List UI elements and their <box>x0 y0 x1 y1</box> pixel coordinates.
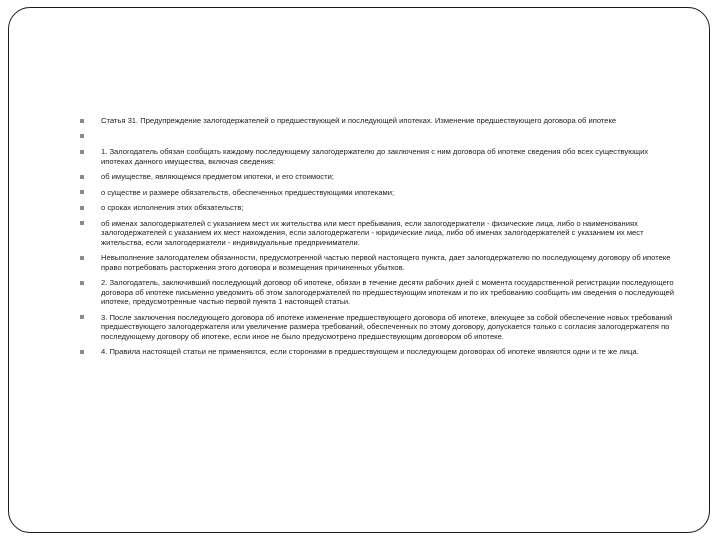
bullet-icon <box>80 175 84 179</box>
bullet-icon <box>80 206 84 210</box>
bullet-icon <box>80 134 84 138</box>
paragraph-text: 4. Правила настоящей статьи не применяются, если сторонами в предшествующем и последующем договорах об ипотеке являются одни и те же лица. <box>101 347 639 357</box>
paragraph-text: Невыполнение залогодателем обязанности, предусмотренной частью первой настоящего пункта, дает залогодержателю по последующему договору об ипотеке право потребовать расторжения этого договора и возмещения причиненных убытков. <box>101 253 671 272</box>
list-item <box>80 278 674 306</box>
list-item <box>80 172 674 181</box>
bullet-icon <box>80 190 84 194</box>
paragraph-text: об имуществе, являющемся предметом ипотеки, и его стоимости; <box>101 172 334 182</box>
bullet-icon <box>80 350 84 354</box>
bullet-icon <box>80 315 84 319</box>
paragraph-text: 3. После заключения последующего договора об ипотеке изменение предшествующего договора об ипотеке, влекущее за собой обеспечение новых требований предшествующего залогодержателя или увеличение размера требований, обеспеченных по этому договору, допускается только с согласия залогодержателя по последующему договору об ипотеке, если иное не было предусмотрено предшествующим договором об ипотеке. <box>101 312 673 341</box>
list-item <box>80 313 674 341</box>
list-item <box>80 253 674 272</box>
bullet-icon <box>80 150 84 154</box>
paragraph-text: о существе и размере обязательств, обеспеченных предшествующими ипотеками; <box>101 187 395 197</box>
list-item <box>80 203 674 212</box>
paragraph-text: о сроках исполнения этих обязательств; <box>101 203 244 213</box>
paragraph-text: 2. Залогодатель, заключивший последующий договор об ипотеке, обязан в течение десяти рабочих дней с момента государственной регистрации последующего договора об ипотеке письменно уведомить об этом залогодержателей по предшествующим ипотекам и по их требованию сообщить им сведения о последующей ипотеке, предусмотренные частью первой пункта 1 настоящей статьи. <box>101 278 674 307</box>
bullet-icon <box>80 119 84 123</box>
document-body <box>80 116 674 363</box>
empty-list-item <box>80 132 674 141</box>
paragraph-text: 1. Залогодатель обязан сообщать каждому последующему залогодержателю до заключения с ним договора об ипотеке сведения обо всех существующих ипотеках данного имущества, включая сведения: <box>101 147 649 166</box>
bullet-icon <box>80 256 84 260</box>
article-title <box>80 116 674 125</box>
list-item <box>80 347 674 356</box>
paragraph-text: Статья 31. Предупреждение залогодержателей о предшествующей и последующей ипотеках. Изменение предшествующего договора об ипотеке <box>101 116 617 125</box>
bullet-icon <box>80 281 84 285</box>
list-item <box>80 188 674 197</box>
list-item <box>80 147 674 166</box>
list-item <box>80 219 674 247</box>
bullet-icon <box>80 221 84 225</box>
paragraph-text: об именах залогодержателей с указанием мест их жительства или мест пребывания, если залогодержатели - физические лица, либо о наименованиях залогодержателей с указанием их мест нахождения, если залогодержатели - юридические лица, либо об именах залогодержателей с указанием их мест жительства, если залогодержатели - индивидуальные предприниматели. <box>101 218 644 247</box>
